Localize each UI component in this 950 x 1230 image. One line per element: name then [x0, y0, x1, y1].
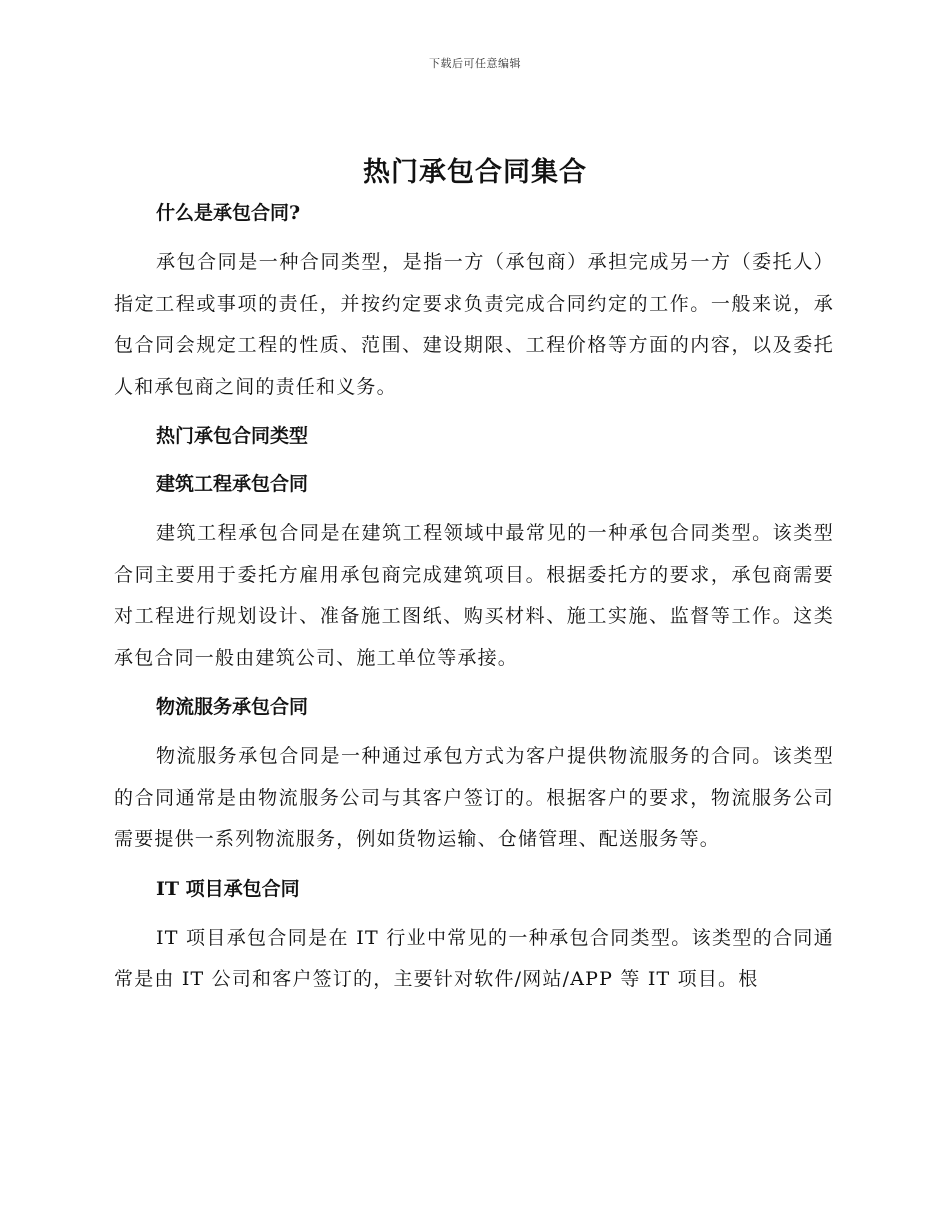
section-heading-it: IT 项目承包合同 [156, 877, 300, 900]
paragraph-it: IT 项目承包合同是在 IT 行业中常见的一种承包合同类型。该类型的合同通常是由 IT 公司和客户签订的，主要针对软件/网站/APP 等 IT 项目。根 [114, 926, 834, 990]
section-heading-construction: 建筑工程承包合同 [156, 473, 309, 495]
section-heading-logistics: 物流服务承包合同 [156, 696, 309, 718]
paragraph-what-is: 承包合同是一种合同类型，是指一方（承包商）承担完成另一方（委托人）指定工程或事项的责任，并按约定要求负责完成合同约定的工作。一般来说，承包合同会规定工程的性质、范围、建设期限、工程价格等方面的内容，以及委托人和承包商之间的责任和义务。 [114, 251, 834, 398]
paragraph-construction: 建筑工程承包合同是在建筑工程领域中最常见的一种承包合同类型。该类型合同主要用于委托方雇用承包商完成建筑项目。根据委托方的要求，承包商需要对工程进行规划设计、准备施工图纸、购买材料、施工实施、监督等工作。这类承包合同一般由建筑公司、施工单位等承接。 [114, 522, 834, 669]
page-header-note: 下载后可任意编辑 [429, 57, 521, 70]
document-body [114, 194, 834, 1010]
section-heading-popular-types: 热门承包合同类型 [156, 425, 309, 447]
document-title: 热门承包合同集合 [363, 157, 587, 188]
section-heading-what-is: 什么是承包合同? [156, 202, 301, 224]
paragraph-logistics: 物流服务承包合同是一种通过承包方式为客户提供物流服务的合同。该类型的合同通常是由物流服务公司与其客户签订的。根据客户的要求，物流服务公司需要提供一系列物流服务，例如货物运输、仓储管理、配送服务等。 [114, 745, 834, 850]
